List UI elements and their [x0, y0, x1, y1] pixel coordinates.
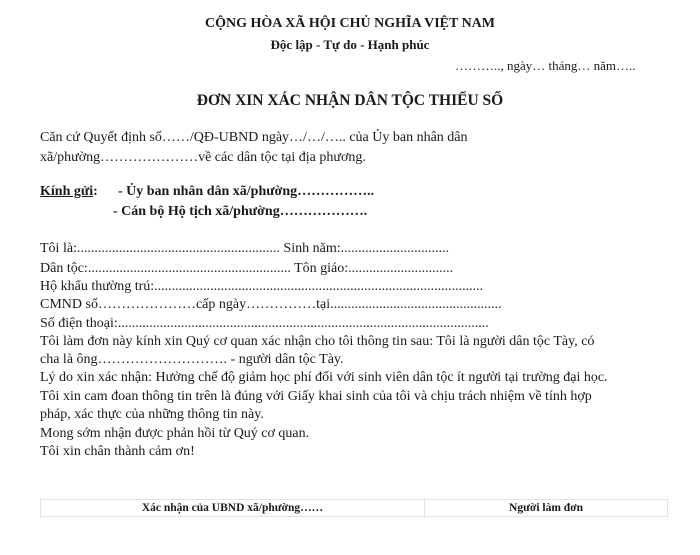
basis-line-2: xã/phường…………………về các dân tộc tại địa phương. — [40, 150, 366, 165]
commitment-line-1: Tôi xin cam đoan thông tin trên là đúng với Giấy khai sinh của tôi và chịu trách nhiệm về tính hợp — [40, 389, 592, 404]
signature-left-cell — [41, 500, 425, 517]
document-title: ĐƠN XIN XÁC NHẬN DÂN TỘC THIỂU SỐ — [196, 92, 504, 109]
request-line-1: Tôi làm đơn này kính xin Quý cơ quan xác nhận cho tôi thông tin sau: Tôi là người dân tộc Tày, có — [40, 334, 595, 349]
applicant-signature-label: Người làm đơn — [509, 502, 583, 514]
recipients-colon: : — [93, 184, 98, 199]
signature-right-cell — [425, 500, 668, 517]
recipients-label-group — [40, 184, 98, 200]
authority-signature-label: Xác nhận của UBND xã/phường…… — [141, 502, 324, 514]
request-line-2: cha là ông………………………. - người dân tộc Tày. — [40, 352, 344, 367]
basis-line-1: Căn cứ Quyết định số……/QĐ-UBND ngày…/…/….. của Ủy ban nhân dân — [40, 130, 468, 145]
field-id-card: CMND số…………………cấp ngày……………tại................................................. — [40, 297, 502, 312]
recipient-1: - Ủy ban nhân dân xã/phường…………….. — [118, 184, 375, 199]
reason-line: Lý do xin xác nhận: Hưởng chế độ giảm học phí đối với sinh viên dân tộc ít người tại trường đại học. — [40, 370, 608, 385]
field-ethnicity-religion: Dân tộc:.......................................................... Tôn giáo:.............................. — [40, 261, 454, 276]
field-name-birthyear: Tôi là:.......................................................... Sinh năm:............................... — [40, 241, 450, 256]
date-line: ……….., ngày… tháng… năm….. — [455, 58, 636, 73]
field-phone: Số điện thoại:.......................................................................................................... — [40, 316, 489, 331]
nation-heading: CỘNG HÒA XÃ HỘI CHỦ NGHĨA VIỆT NAM — [204, 16, 495, 31]
recipients-label: Kính gửi — [40, 184, 94, 199]
thanks-line: Tôi xin chân thành cảm ơn! — [40, 444, 195, 459]
motto: Độc lập - Tự do - Hạnh phúc — [270, 37, 430, 52]
field-residence: Hộ khẩu thường trú:.............................................................................................. — [40, 279, 484, 294]
signature-table — [40, 499, 668, 517]
hope-line: Mong sớm nhận được phản hồi từ Quý cơ quan. — [40, 426, 310, 441]
recipient-2: - Cán bộ Hộ tịch xã/phường………………. — [113, 204, 368, 219]
commitment-line-2: pháp, xác thực của những thông tin này. — [40, 407, 264, 422]
